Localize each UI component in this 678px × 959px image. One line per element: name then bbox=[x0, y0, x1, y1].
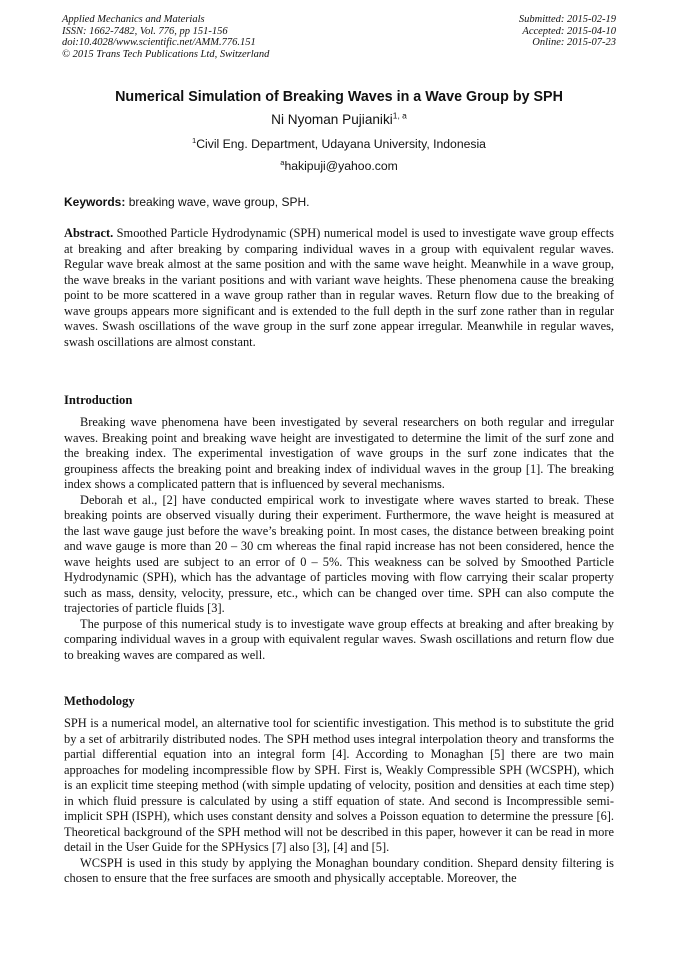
copyright-line: © 2015 Trans Tech Publications Ltd, Switzerland bbox=[62, 48, 270, 60]
abstract-text: Smoothed Particle Hydrodynamic (SPH) numerical model is used to investigate wave group effects at breaking and after breaking by comparing individual waves in a group with equivalent regular waves. Regular wave break almost at the same position and with the same wave height. Meanwhile in a wave group, the wave breaks in the variant positions and with variant wave heights. These phenomena cause the breaking point to be more scattered in a wave group rather than in regular waves. Return flow due to the breaking of wave groups appears more significant and is extended to the full depth in the surf zone rather than in regular waves. Swash oscillations of the wave group in the surf zone appear irregular. Meanwhile in regular waves, swash oscillations are almost constant. bbox=[64, 226, 614, 349]
abstract-label: Abstract. bbox=[64, 226, 114, 240]
introduction-heading: Introduction bbox=[64, 393, 133, 407]
submitted-date: Submitted: 2015-02-19 bbox=[518, 14, 616, 25]
methodology-section bbox=[64, 716, 614, 887]
paper-title: Numerical Simulation of Breaking Waves in a Wave Group by SPH bbox=[115, 89, 563, 105]
methodology-paragraph: WCSPH is used in this study by applying the Monaghan boundary condition. Shepard density filtering is chosen to ensure that the free surfaces are smooth and physically acceptable. Moreover, the bbox=[64, 855, 614, 885]
keywords-line bbox=[64, 195, 616, 209]
methodology-paragraph: SPH is a numerical model, an alternative tool for scientific investigation. This method is to substitute the grid by a set of arbitrarily distributed nodes. The SPH method uses integral interpolation theory and transforms the partial differential equation into an integral form [4]. According to Monaghan [5] there are two main approaches for modeling incompressible flow by SPH. First is, Weakly Compressible SPH (WCSPH), which is an explicit time steeping method (with simple updating of velocity, position and densities at each time step) in which fluid pressure is calculated by using a stiff equation of state. And second is Incompressible semi-implicit SPH (ISPH), which uses constant density and solves a Poisson equation to determine the pressure [6]. Theoretical background of the SPH method will not be described in this paper, however it can be read in more detail in the User Guide for the SPHysics [7] also [3], [4] and [5]. bbox=[64, 716, 614, 854]
author-line bbox=[62, 112, 616, 127]
abstract-section bbox=[64, 226, 614, 350]
methodology-heading: Methodology bbox=[64, 694, 135, 708]
keywords-text: breaking wave, wave group, SPH. bbox=[125, 195, 310, 209]
publication-info bbox=[62, 14, 269, 60]
introduction-paragraph: Breaking wave phenomena have been investigated by several researchers on both regular and irregular waves. Breaking point and breaking wave height are investigated to determine the limit of the surf zone and the breaking index. The experimental investigation of wave groups in the surf zone indicates that the groupiness affects the breaking point and breaking index of individual waves in the group [1]. The breaking index shows a complicated pattern that is influenced by several mechanisms. bbox=[64, 415, 614, 491]
keywords-label: Keywords: bbox=[64, 195, 126, 209]
email-line bbox=[62, 159, 616, 173]
author-superscript: 1, a bbox=[392, 110, 407, 121]
affiliation-line bbox=[62, 137, 616, 151]
introduction-paragraph: The purpose of this numerical study is to investigate wave group effects at breaking and after breaking by comparing individual waves in a group with equivalent regular waves. Swash oscillations and return flow due to breaking waves are compared as well. bbox=[64, 616, 614, 662]
affiliation-text: Civil Eng. Department, Udayana University, Indonesia bbox=[196, 137, 486, 151]
accepted-date: Accepted: 2015-04-10 bbox=[522, 25, 616, 37]
abstract-paragraph bbox=[64, 226, 614, 350]
journal-name: Applied Mechanics and Materials bbox=[62, 14, 205, 25]
introduction-paragraph: Deborah et al., [2] have conducted empirical work to investigate where waves started to break. These breaking points are observed visually during their experiment. Furthermore, the wave height is measured at the last wave gauge just before the wave’s breaking point. In most cases, the distance between breaking point and wave gauge is more than 20 – 30 cm whereas the final rapid increase has not been considered, hence the wave heights used are subject to an error of 0 – 5%. This weakness can be solved by Smoothed Particle Hydrodynamic (SPH), which has the advantage of particles moving with flow carrying their scalar property such as mass, density, velocity, pressure, etc., which can be changed over time. SPH can also compute the trajectories of particle fluids [3]. bbox=[64, 492, 614, 615]
author-name: Ni Nyoman Pujianiki bbox=[271, 112, 393, 127]
introduction-section bbox=[64, 415, 614, 663]
publication-dates bbox=[519, 14, 616, 49]
online-date: Online: 2015-07-23 bbox=[532, 37, 616, 48]
issn-line: ISSN: 1662-7482, Vol. 776, pp 151-156 bbox=[62, 25, 228, 37]
email-address: hakipuji@yahoo.com bbox=[284, 159, 398, 173]
affiliation-superscript: 1 bbox=[192, 135, 197, 145]
email-superscript: a bbox=[280, 157, 285, 167]
doi-line: doi:10.4028/www.scientific.net/AMM.776.151 bbox=[62, 37, 256, 48]
